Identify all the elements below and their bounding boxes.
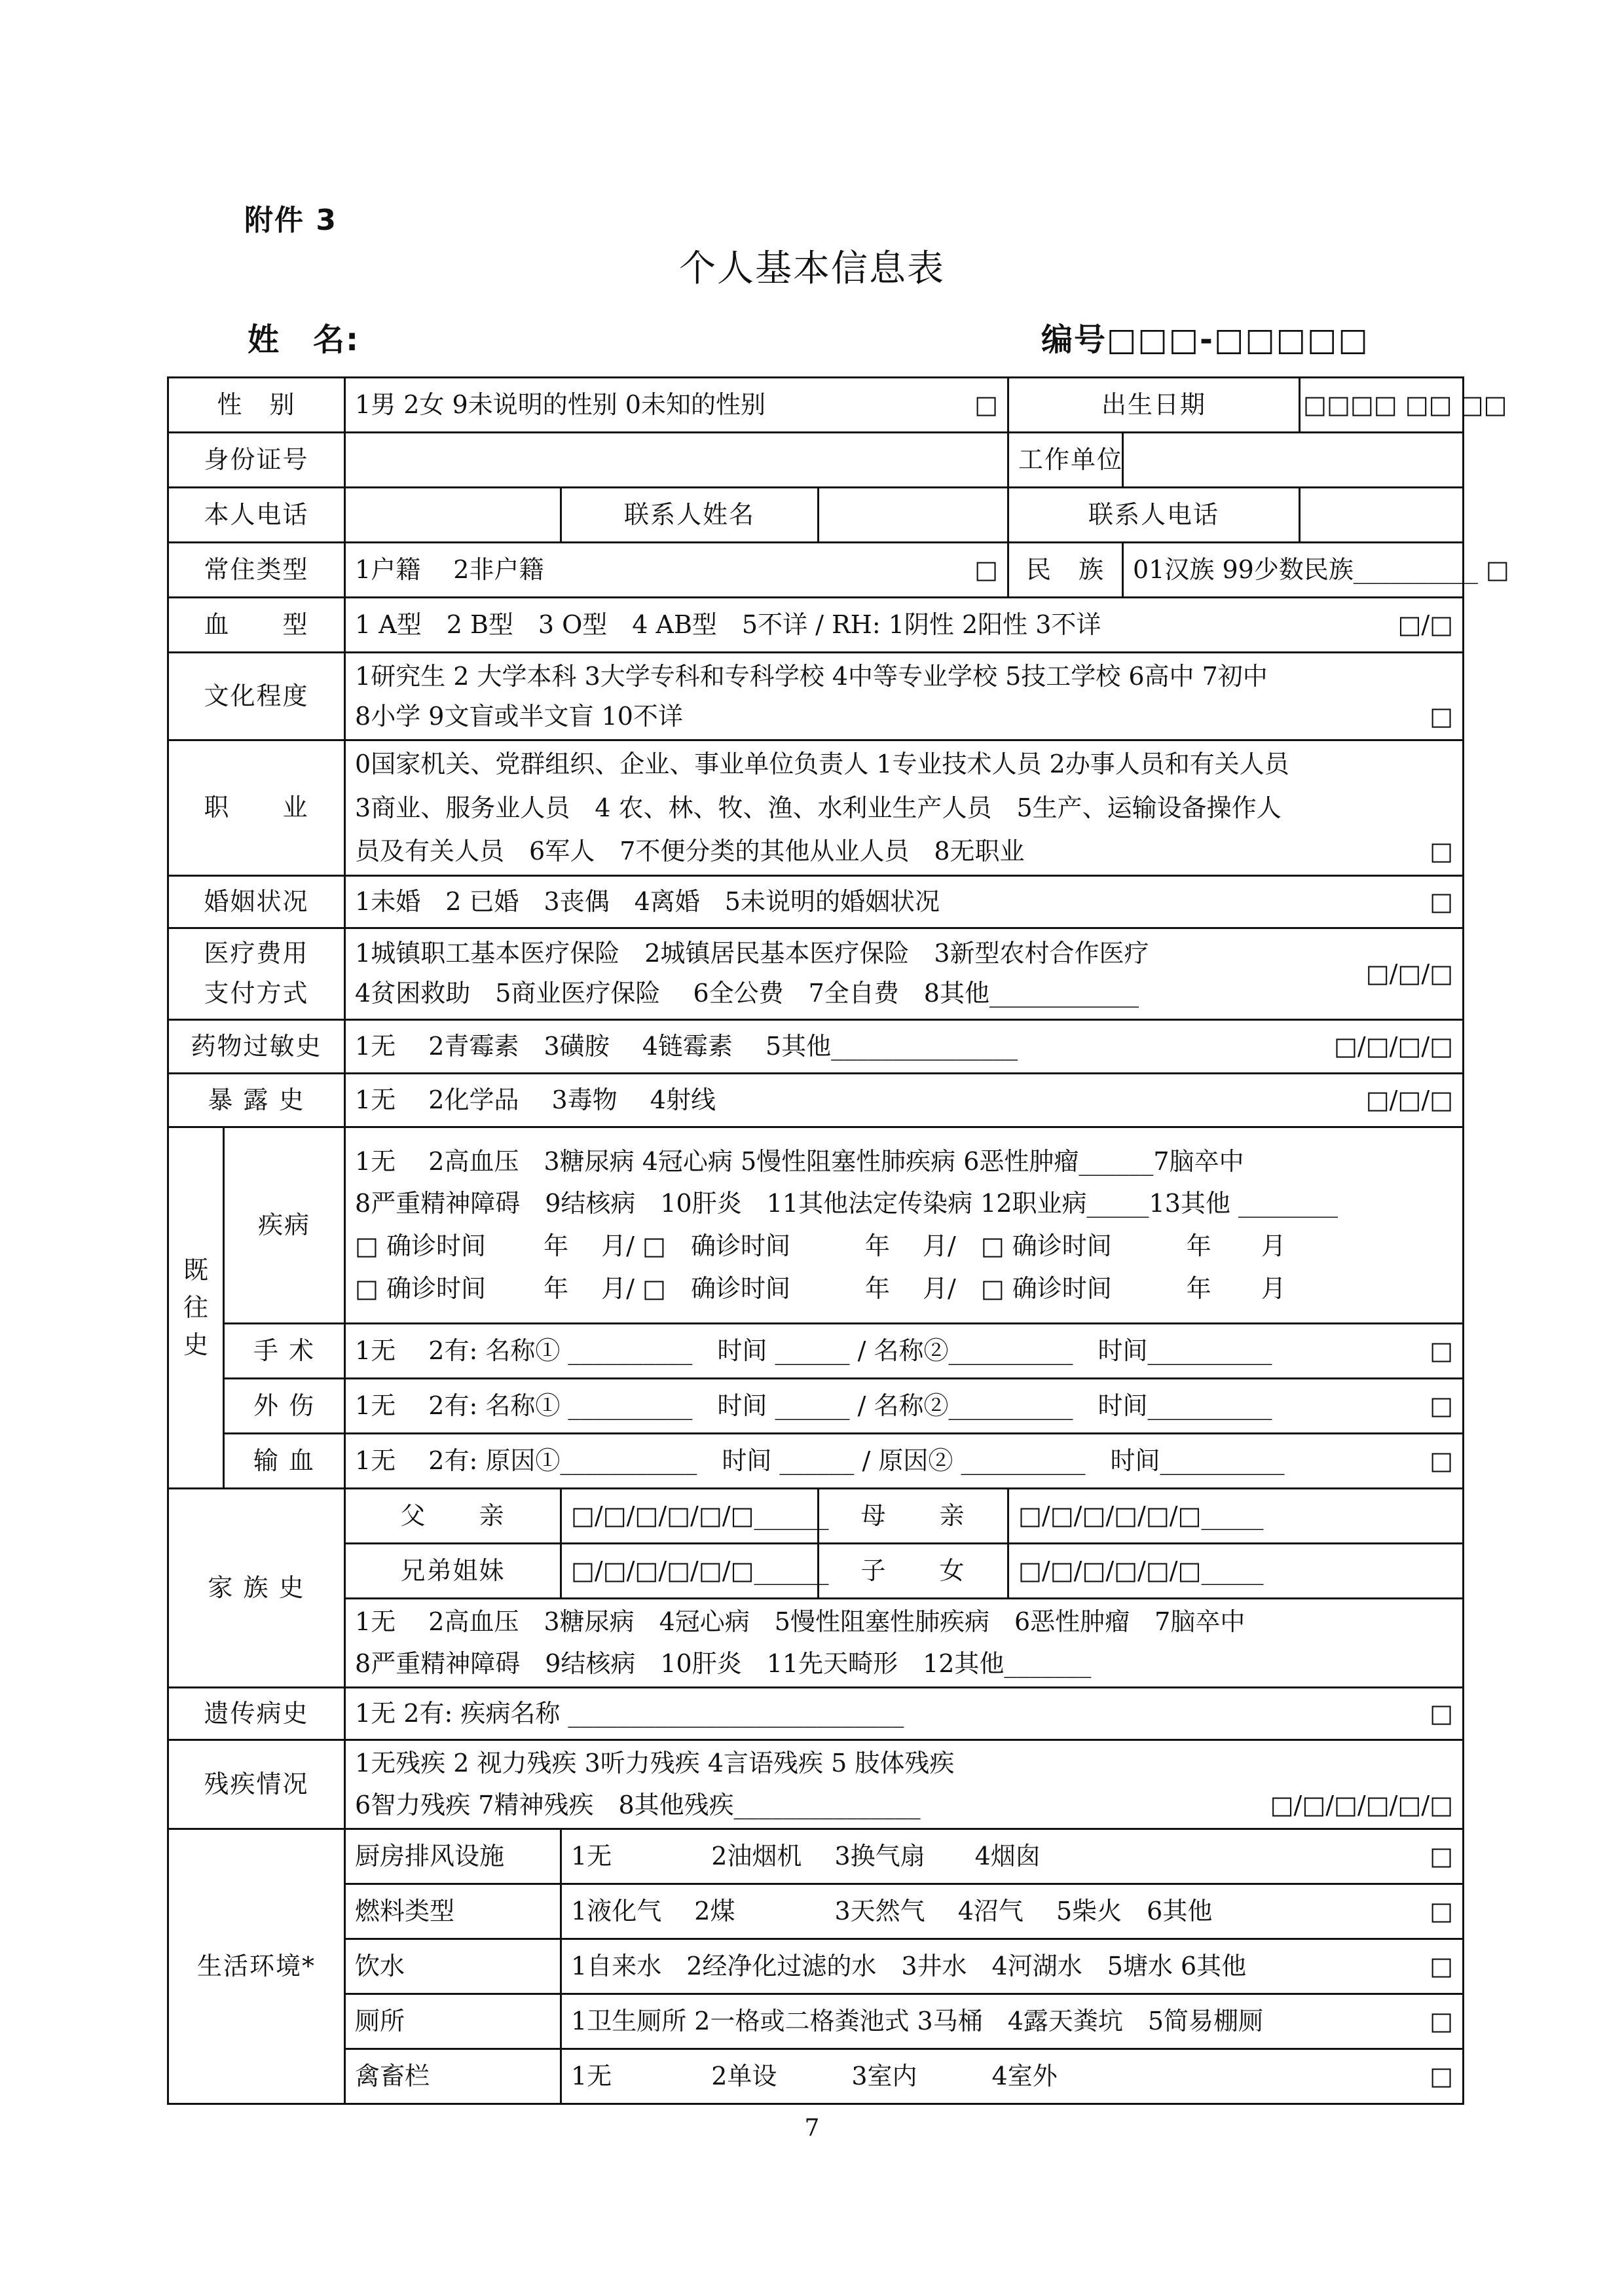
- history-transfusion-row: [168, 1433, 1464, 1488]
- water-options[interactable]: 1自来水 2经净化过滤的水 3井水 4河湖水 5塘水 6其他 □: [561, 1939, 1464, 1994]
- transfusion-options[interactable]: 1无 2有: 原因①___________ 时间 ______ / 原因② __________ 时间__________ □: [345, 1433, 1464, 1488]
- exposure-checkbox[interactable]: □/□/□: [1365, 1085, 1454, 1114]
- serial-number-label: 编号□□□-□□□□□: [1041, 321, 1369, 358]
- past-history-char-3: 史: [183, 1330, 208, 1359]
- child-label: 子 女: [819, 1543, 1008, 1598]
- blood-type-options[interactable]: 1 A型 2 B型 3 O型 4 AB型 5不详 / RH: 1阴性 2阳性 3不详 □/□: [345, 598, 1464, 653]
- disease-label: 疾病: [224, 1127, 345, 1323]
- sibling-boxes[interactable]: □/□/□/□/□/□______: [561, 1543, 819, 1598]
- history-trauma-row: [168, 1378, 1464, 1433]
- kitchen-options[interactable]: 1无 2油烟机 3换气扇 4烟囱 □: [561, 1829, 1464, 1884]
- page-title: 个人基本信息表: [679, 247, 945, 290]
- medical-payment-row: [168, 928, 1464, 1019]
- education-checkbox[interactable]: □: [1430, 701, 1454, 731]
- drug-allergy-options[interactable]: 1无 2青霉素 3磺胺 4链霉素 5其他_______________ □/□/□/□: [345, 1019, 1464, 1073]
- education-label: 文化程度: [168, 653, 345, 740]
- past-history-char-1: 既: [183, 1255, 208, 1285]
- surgery-options[interactable]: 1无 2有: 名称① __________ 时间 ______ / 名称②__________ 时间__________ □: [345, 1323, 1464, 1378]
- genetic-history-label: 遗传病史: [168, 1687, 345, 1740]
- genetic-row: [168, 1687, 1464, 1740]
- residence-row: [168, 543, 1464, 598]
- env-kitchen-row: [168, 1829, 1464, 1884]
- occupation-label: 职 业: [168, 740, 345, 876]
- disability-options[interactable]: 1无残疾 2 视力残疾 3听力残疾 4言语残疾 5 肢体残疾 6智力残疾 7精神残疾 8其他残疾_______________ □/□/□/□/□/□: [345, 1740, 1464, 1829]
- trauma-label: 外 伤: [224, 1378, 345, 1433]
- personal-info-form: [167, 376, 1509, 2105]
- genetic-history-options[interactable]: 1无 2有: 疾病名称 ___________________________ □: [345, 1687, 1464, 1740]
- occupation-row: [168, 740, 1464, 876]
- disability-label: 残疾情况: [168, 1740, 345, 1829]
- birth-date-label: 出生日期: [1008, 378, 1300, 433]
- id-number-label: 身份证号: [168, 433, 345, 488]
- medical-payment-label: 医疗费用 支付方式: [168, 928, 345, 1019]
- history-disease-row: [168, 1127, 1464, 1323]
- ethnicity-options[interactable]: 01汉族 99少数民族__________ □: [1123, 543, 1464, 598]
- disability-checkbox[interactable]: □/□/□/□/□/□: [1270, 1791, 1454, 1820]
- mother-label: 母 亲: [819, 1488, 1008, 1543]
- education-options[interactable]: 1研究生 2 大学本科 3大学专科和专科学校 4中等专业学校 5技工学校 6高中 7初中 8小学 9文盲或半文盲 10不详 □: [345, 653, 1464, 740]
- contact-phone-field[interactable]: [1300, 488, 1464, 543]
- fuel-checkbox[interactable]: □: [1430, 1896, 1454, 1925]
- env-toilet-row: [168, 1994, 1464, 2049]
- medical-payment-options[interactable]: 1城镇职工基本医疗保险 2城镇居民基本医疗保险 3新型农村合作医疗 4贫困救助 5商业医疗保险 6全公费 7全自费 8其他____________ □/□/□: [345, 928, 1464, 1019]
- trauma-options[interactable]: 1无 2有: 名称① __________ 时间 ______ / 名称②__________ 时间__________ □: [345, 1378, 1464, 1433]
- disability-row: [168, 1740, 1464, 1829]
- drug-allergy-label: 药物过敏史: [168, 1019, 345, 1073]
- work-unit-field[interactable]: [1123, 433, 1464, 488]
- water-checkbox[interactable]: □: [1430, 1951, 1454, 1980]
- living-environment-label: 生活环境*: [168, 1829, 345, 2104]
- work-unit-label: 工作单位: [1008, 433, 1123, 488]
- medical-payment-checkbox[interactable]: □/□/□: [1365, 958, 1454, 988]
- blood-type-checkbox[interactable]: □/□: [1397, 610, 1454, 639]
- blood-type-label: 血 型: [168, 598, 345, 653]
- marital-status-label: 婚姻状况: [168, 875, 345, 928]
- env-fuel-row: [168, 1884, 1464, 1939]
- id-number-field[interactable]: [345, 433, 1008, 488]
- occupation-checkbox[interactable]: □: [1430, 837, 1454, 866]
- residence-checkbox[interactable]: □: [974, 555, 999, 584]
- father-boxes[interactable]: □/□/□/□/□/□______: [561, 1488, 819, 1543]
- transfusion-checkbox[interactable]: □: [1430, 1446, 1454, 1475]
- ethnicity-label: 民 族: [1008, 543, 1123, 598]
- contact-name-label: 联系人姓名: [561, 488, 819, 543]
- exposure-label: 暴 露 史: [168, 1073, 345, 1127]
- env-livestock-row: [168, 2049, 1464, 2104]
- toilet-label: 厕所: [345, 1994, 561, 2049]
- own-phone-label: 本人电话: [168, 488, 345, 543]
- env-water-row: [168, 1939, 1464, 1994]
- drug-allergy-checkbox[interactable]: □/□/□/□: [1334, 1031, 1454, 1061]
- father-label: 父 亲: [345, 1488, 561, 1543]
- transfusion-label: 输 血: [224, 1433, 345, 1488]
- gender-checkbox[interactable]: □: [974, 390, 999, 419]
- family-options: 1无 2高血压 3糖尿病 4冠心病 5慢性阻塞性肺疾病 6恶性肿瘤 7脑卒中 8严重精神障碍 9结核病 10肝炎 11先天畸形 12其他_______: [345, 1598, 1464, 1687]
- ethnicity-checkbox[interactable]: □: [1485, 555, 1509, 584]
- family-children-row: [168, 1543, 1464, 1598]
- trauma-checkbox[interactable]: □: [1430, 1391, 1454, 1420]
- livestock-label: 禽畜栏: [345, 2049, 561, 2104]
- blood-row: [168, 598, 1464, 653]
- exposure-row: [168, 1073, 1464, 1127]
- kitchen-label: 厨房排风设施: [345, 1829, 561, 1884]
- residence-type-label: 常住类型: [168, 543, 345, 598]
- education-row: [168, 653, 1464, 740]
- gender-options[interactable]: 1男 2女 9未说明的性别 0未知的性别 □: [345, 378, 1008, 433]
- past-history-label: [168, 1127, 224, 1488]
- mother-boxes[interactable]: □/□/□/□/□/□_____: [1008, 1488, 1464, 1543]
- family-parents-row: [168, 1488, 1464, 1543]
- marital-status-options[interactable]: 1未婚 2 已婚 3丧偶 4离婚 5未说明的婚姻状况 □: [345, 875, 1464, 928]
- fuel-options[interactable]: 1液化气 2煤 3天然气 4沼气 5柴火 6其他 □: [561, 1884, 1464, 1939]
- marital-status-checkbox[interactable]: □: [1430, 886, 1454, 916]
- past-history-char-2: 往: [183, 1292, 208, 1322]
- own-phone-field[interactable]: [345, 488, 561, 543]
- marriage-row: [168, 875, 1464, 928]
- name-field-label: 姓 名:: [248, 321, 360, 358]
- contact-name-field[interactable]: [819, 488, 1008, 543]
- toilet-options[interactable]: 1卫生厕所 2一格或二格粪池式 3马桶 4露天粪坑 5简易棚厕 □: [561, 1994, 1464, 2049]
- surgery-label: 手 术: [224, 1323, 345, 1378]
- fuel-label: 燃料类型: [345, 1884, 561, 1939]
- exposure-options[interactable]: 1无 2化学品 3毒物 4射线 □/□/□: [345, 1073, 1464, 1127]
- page-number: 7: [804, 2115, 820, 2141]
- child-boxes[interactable]: □/□/□/□/□/□_____: [1008, 1543, 1464, 1598]
- phone-row: [168, 488, 1464, 543]
- residence-type-options[interactable]: 1户籍 2非户籍 □: [345, 543, 1008, 598]
- gender-row: [168, 378, 1464, 433]
- surgery-checkbox[interactable]: □: [1430, 1336, 1454, 1365]
- family-options-row: [168, 1598, 1464, 1687]
- water-label: 饮水: [345, 1939, 561, 1994]
- disease-options[interactable]: 1无 2高血压 3糖尿病 4冠心病 5慢性阻塞性肺疾病 6恶性肿瘤______7脑卒中 8严重精神障碍 9结核病 10肝炎 11其他法定传染病 12职业病_____13其他 ________ □ 确诊时间 年 月/ □ 确诊时间 年 月/ □ 确诊时间 年 月 □ 确诊时间 年 月/ □ 确诊时间 年 月/ □ 确诊时间 年 月: [345, 1127, 1464, 1323]
- gender-label: 性 别: [168, 378, 345, 433]
- attachment-label: 附件 3: [244, 204, 337, 237]
- occupation-options[interactable]: 0国家机关、党群组织、企业、事业单位负责人 1专业技术人员 2办事人员和有关人员 3商业、服务业人员 4 农、林、牧、渔、水利业生产人员 5生产、运输设备操作人 员及有关人员 6军人 7不便分类的其他从业人员 8无职业 □: [345, 740, 1464, 876]
- id-row: [168, 433, 1464, 488]
- genetic-checkbox[interactable]: □: [1430, 1698, 1454, 1728]
- sibling-label: 兄弟姐妹: [345, 1543, 561, 1598]
- toilet-checkbox[interactable]: □: [1430, 2006, 1454, 2035]
- livestock-options[interactable]: 1无 2单设 3室内 4室外 □: [561, 2049, 1464, 2104]
- drug-allergy-row: [168, 1019, 1464, 1073]
- birth-date-boxes[interactable]: □□□□ □□ □□: [1300, 378, 1464, 433]
- history-surgery-row: [168, 1323, 1464, 1378]
- contact-phone-label: 联系人电话: [1008, 488, 1300, 543]
- kitchen-checkbox[interactable]: □: [1430, 1841, 1454, 1870]
- family-history-label: 家 族 史: [168, 1488, 345, 1687]
- livestock-checkbox[interactable]: □: [1430, 2061, 1454, 2090]
